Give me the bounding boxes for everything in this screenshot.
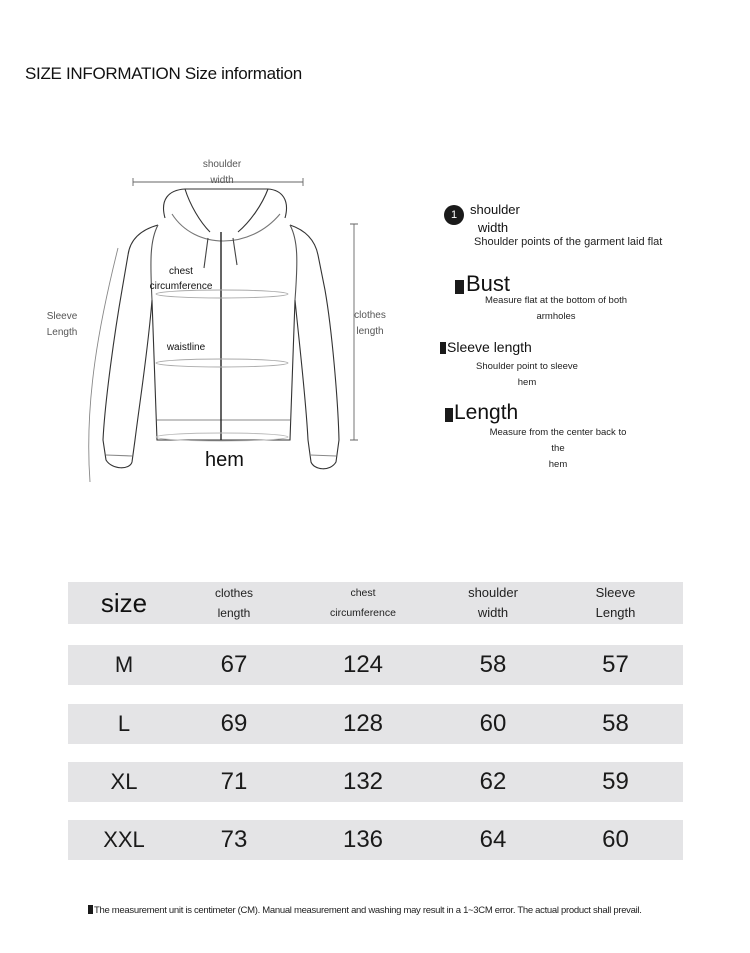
legend	[440, 200, 680, 470]
chest-circumference-label: chest circumference	[149, 266, 213, 292]
legend-sleeve-desc: Shoulder point to sleeve hem	[476, 361, 578, 388]
legend-marker-4-icon	[445, 408, 453, 422]
header-chest-circumference: chest circumference	[330, 587, 396, 619]
header-size: size	[100, 588, 148, 618]
header-shoulder-width: shoulder width	[468, 585, 518, 620]
legend-marker-1-icon: 1	[444, 205, 464, 225]
legend-bust-title: Bust	[466, 271, 511, 296]
cell-shoulder: 60	[479, 710, 507, 737]
legend-marker-2-icon	[455, 280, 464, 294]
cell-shoulder: 62	[479, 768, 507, 795]
legend-bust-desc: Measure flat at the bottom of both armholes	[484, 295, 628, 322]
cell-clothes-length: 69	[220, 710, 248, 737]
cell-chest: 124	[342, 651, 384, 678]
cell-shoulder: 58	[479, 651, 507, 678]
legend-shoulder-desc: Shoulder points of the garment laid flat	[474, 236, 663, 248]
cell-sleeve: 57	[602, 651, 629, 678]
footnote-marker-icon	[88, 905, 93, 914]
cell-chest: 136	[342, 826, 384, 853]
waistline-label: waistline	[166, 342, 206, 353]
header-sleeve-length: Sleeve Length	[595, 585, 636, 620]
hem-label: hem	[205, 449, 244, 471]
cell-size: XL	[110, 769, 138, 794]
sleeve-length-label: Sleeve Length	[46, 311, 78, 338]
table-row	[68, 704, 683, 744]
cell-chest: 128	[342, 710, 384, 737]
cell-clothes-length: 71	[220, 768, 248, 795]
cell-size: L	[117, 711, 131, 736]
legend-marker-3-icon	[440, 342, 446, 354]
shoulder-width-label: shoulder width	[202, 159, 242, 186]
legend-shoulder-title: shoulder width	[470, 202, 520, 235]
cell-sleeve: 58	[602, 710, 629, 737]
cell-chest: 132	[342, 768, 384, 795]
cell-shoulder: 64	[479, 826, 507, 853]
cell-clothes-length: 67	[220, 651, 248, 678]
cell-size: XXL	[103, 827, 145, 852]
size-table-header	[68, 582, 683, 624]
table-row	[68, 820, 683, 860]
cell-size: M	[114, 652, 134, 677]
legend-length-desc: Measure from the center back to the hem	[489, 427, 627, 470]
clothes-length-label: clothes length	[354, 310, 386, 337]
table-row	[68, 762, 683, 802]
footnote	[88, 905, 642, 916]
table-row	[68, 645, 683, 685]
legend-sleeve-title: Sleeve length	[447, 339, 532, 355]
page-title: SIZE INFORMATION Size information	[25, 64, 302, 83]
cell-sleeve: 59	[602, 768, 629, 795]
cell-clothes-length: 73	[220, 826, 248, 853]
cell-sleeve: 60	[602, 826, 629, 853]
header-clothes-length: clothes length	[214, 586, 254, 620]
footnote-text: The measurement unit is centimeter (CM). Manual measurement and washing may result in a 1~3CM error. The actual product shall prevail.	[94, 905, 642, 916]
legend-length-title: Length	[454, 401, 519, 424]
